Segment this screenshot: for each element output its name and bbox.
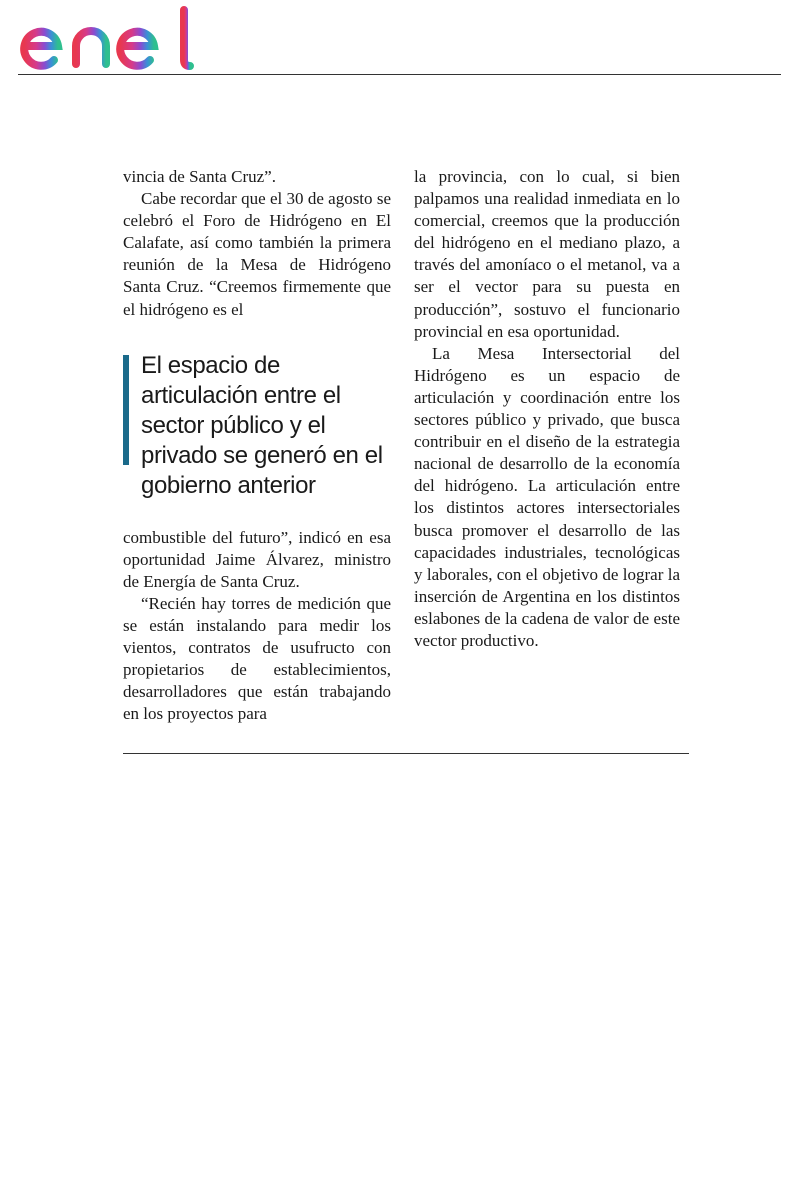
article-paragraph: “Recién hay torres de medición que se están instalando para medir los vientos, contratos de usufructo con propietarios de establecimientos, desarrolladores que están trabajando en los proyectos para: [123, 593, 391, 724]
article-bottom-rule: [123, 753, 689, 754]
pull-quote-text: El espacio de articulación entre el sector público y el privado se generó en el gobierno anterior: [141, 351, 383, 499]
pull-quote-bar: [123, 355, 129, 465]
article-paragraph: la provincia, con lo cual, si bien palpamos una realidad inmediata en lo comercial, creemos que la producción del hidrógeno en el mediano plazo, a través del amoníaco o el metanol, va a ser el vector para su puesta en producción”, sostuvo el funcionario provincial en esa oportunidad.: [414, 167, 680, 341]
article-column-left: [123, 166, 391, 726]
pull-quote: [123, 351, 391, 501]
article-column-right: [414, 166, 680, 652]
article-paragraph: Cabe recordar que el 30 de agosto se celebró el Foro de Hidrógeno en El Calafate, así como también la primera reunión de la Mesa de Hidrógeno Santa Cruz. “Creemos firmemente que el hidrógeno es el: [123, 189, 391, 319]
article-paragraph: vincia de Santa Cruz”.: [123, 167, 276, 186]
article-paragraph: La Mesa Intersectorial del Hidrógeno es un espacio de articulación y coordinación entre los sectores público y privado, que busca contribuir en el diseño de la estrategia nacional de desarrollo de la economía del hidrógeno. La articulación entre los distintos actores intersectoriales busca promover el desarrollo de las capacidades industriales, tecnológicas y laborales, con el objetivo de lograr la inserción de Argentina en los distintos eslabones de la cadena de valor de este vector productivo.: [414, 343, 680, 650]
enel-logo: [18, 2, 194, 74]
header-rule: [18, 74, 781, 75]
article-paragraph: combustible del futuro”, indicó en esa oportunidad Jaime Álvarez, ministro de Energía de Santa Cruz.: [123, 527, 391, 591]
